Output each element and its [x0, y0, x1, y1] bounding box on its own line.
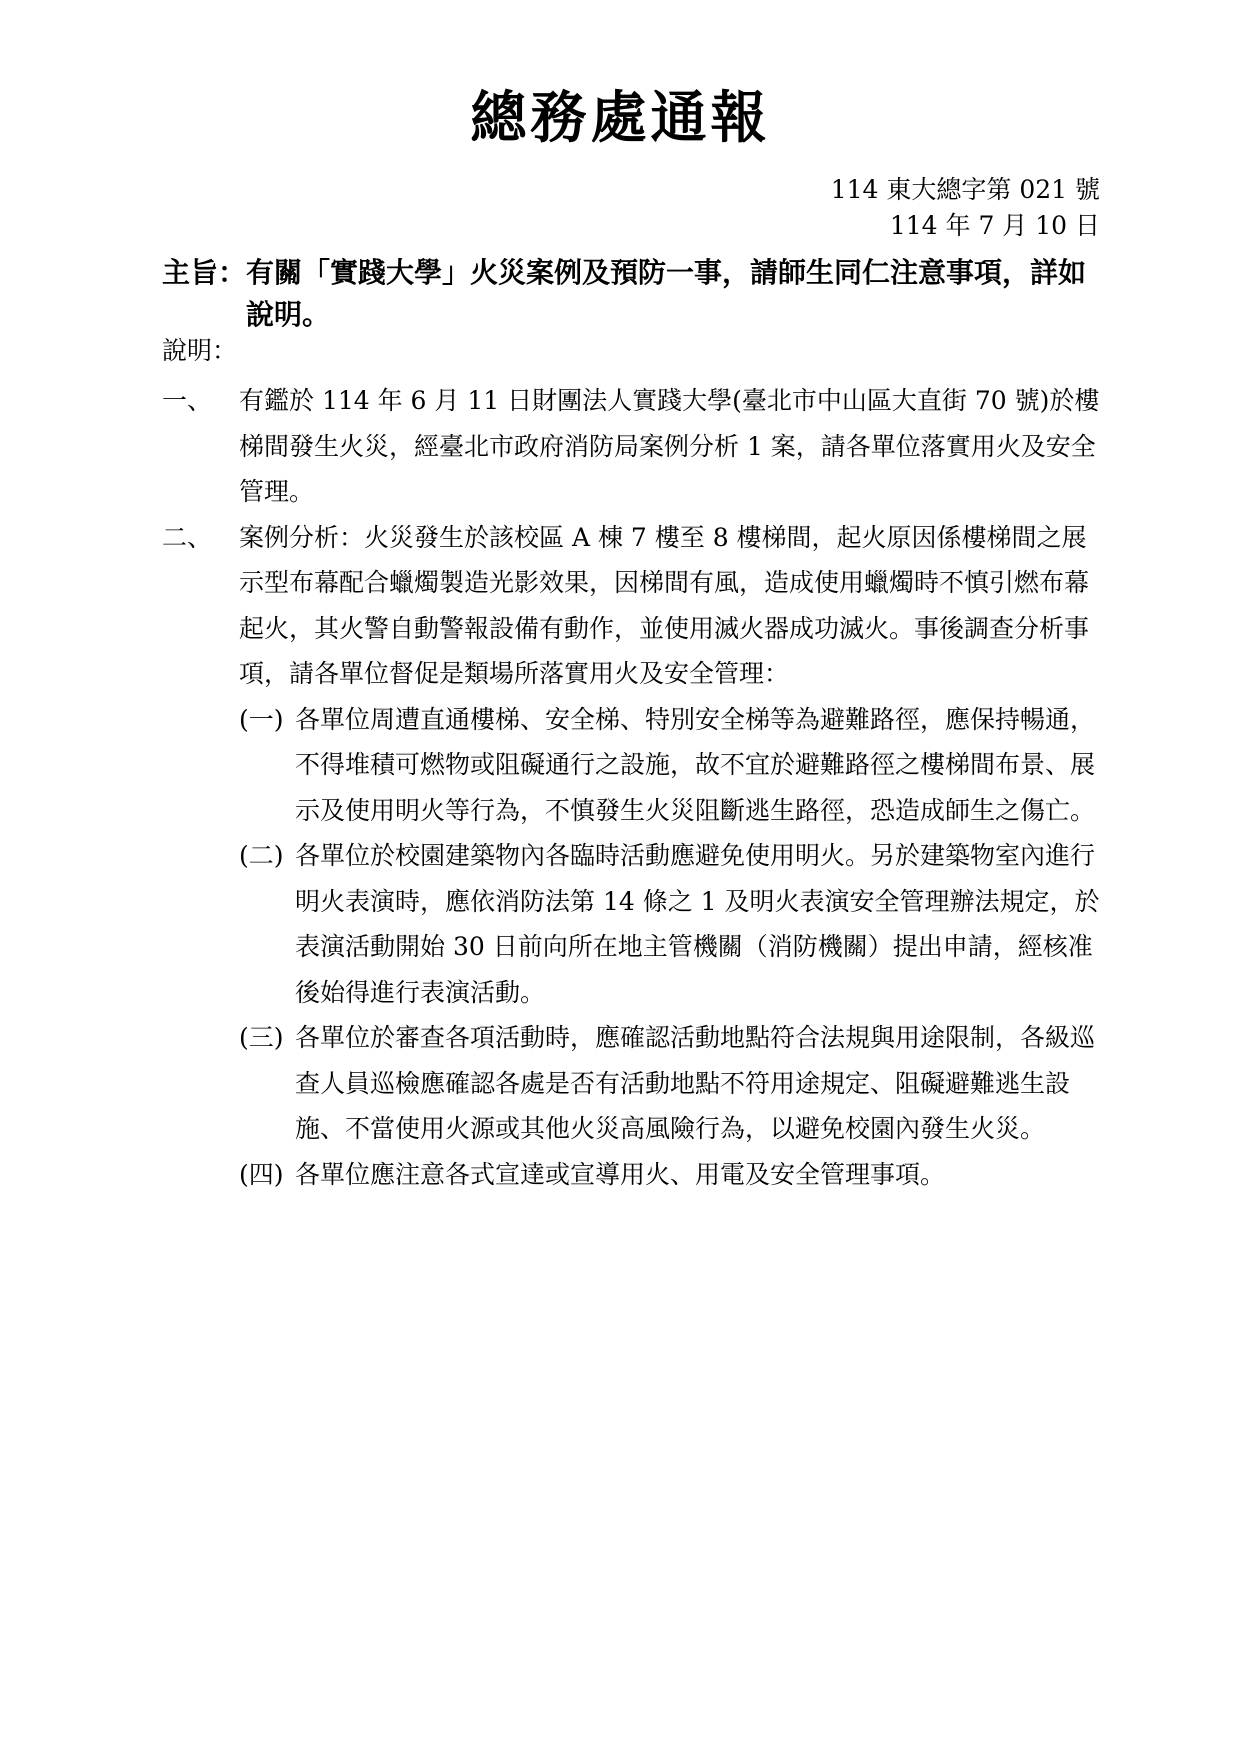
sub-item — [239, 1152, 1100, 1198]
sub-item — [239, 833, 1100, 1015]
sub-item-number: (三) — [239, 1023, 284, 1052]
page-title: 總務處通報 — [470, 85, 771, 151]
sub-item-number: (四) — [239, 1159, 284, 1189]
item-text: 案例分析：火災發生於該校區 A 棟 7 樓至 8 樓梯間，起火原因係樓梯間之展示型布幕配合蠟燭製造光影效果，因梯間有風，造成使用蠟燭時不慎引燃布幕起火，其火警自動警報設備有動作，並使用滅火器成功滅火。事後調查分析事項，請各單位督促是類場所落實用火及安全管理： — [239, 522, 1090, 688]
sub-item — [239, 697, 1100, 834]
sub-item-number: (二) — [239, 841, 284, 870]
item-number: 一、 — [162, 386, 213, 415]
sub-item-text: 各單位於審查各項活動時，應確認活動地點符合法規與用途限制，各級巡查人員巡檢應確認各處是否有活動地點不符用途規定、阻礙避難逃生設施、不當使用火源或其他火災高風險行為，以避免校園內發生火災。 — [295, 1023, 1096, 1143]
subject-block — [162, 252, 1102, 336]
description-label: 說明： — [162, 336, 238, 365]
sub-item — [239, 1015, 1100, 1152]
item-text: 有鑑於 114 年 6 月 11 日財團法人實踐大學(臺北市中山區大直街 70 號)於樓梯間發生火災，經臺北市政府消防局案例分析 1 案，請各單位落實用火及安全管理。 — [239, 386, 1100, 506]
subject-text: 有關「實踐大學」火災案例及預防一事，請師生同仁注意事項，詳如說明。 — [246, 256, 1087, 331]
item-number: 二、 — [162, 522, 213, 552]
sub-item-text: 各單位應注意各式宣達或宣導用火、用電及安全管理事項。 — [295, 1159, 946, 1189]
sub-item-text: 各單位於校園建築物內各臨時活動應避免使用明火。另於建築物室內進行明火表演時，應依消防法第 14 條之 1 及明火表演安全管理辦法規定，於表演活動開始 30 日前向所在地主管機關（消防機關）提出申請，經核准後始得進行表演活動。 — [295, 841, 1100, 1007]
sub-list — [239, 697, 1100, 1198]
document-date: 114 年 7 月 10 日 — [889, 211, 1100, 240]
description-body — [162, 378, 1100, 1197]
subject-label: 主旨： — [162, 256, 247, 289]
sub-item-number: (一) — [239, 704, 284, 734]
document-number: 114 東大總字第 021 號 — [830, 175, 1100, 204]
sub-item-text: 各單位周遭直通樓梯、安全梯、特別安全梯等為避難路徑，應保持暢通，不得堆積可燃物或阻礙通行之設施，故不宜於避難路徑之樓梯間布景、展示及使用明火等行為，不慎發生火災阻斷逃生路徑，恐造成師生之傷亡。 — [295, 704, 1096, 825]
list-item — [162, 378, 1100, 515]
list-item — [162, 515, 1100, 697]
